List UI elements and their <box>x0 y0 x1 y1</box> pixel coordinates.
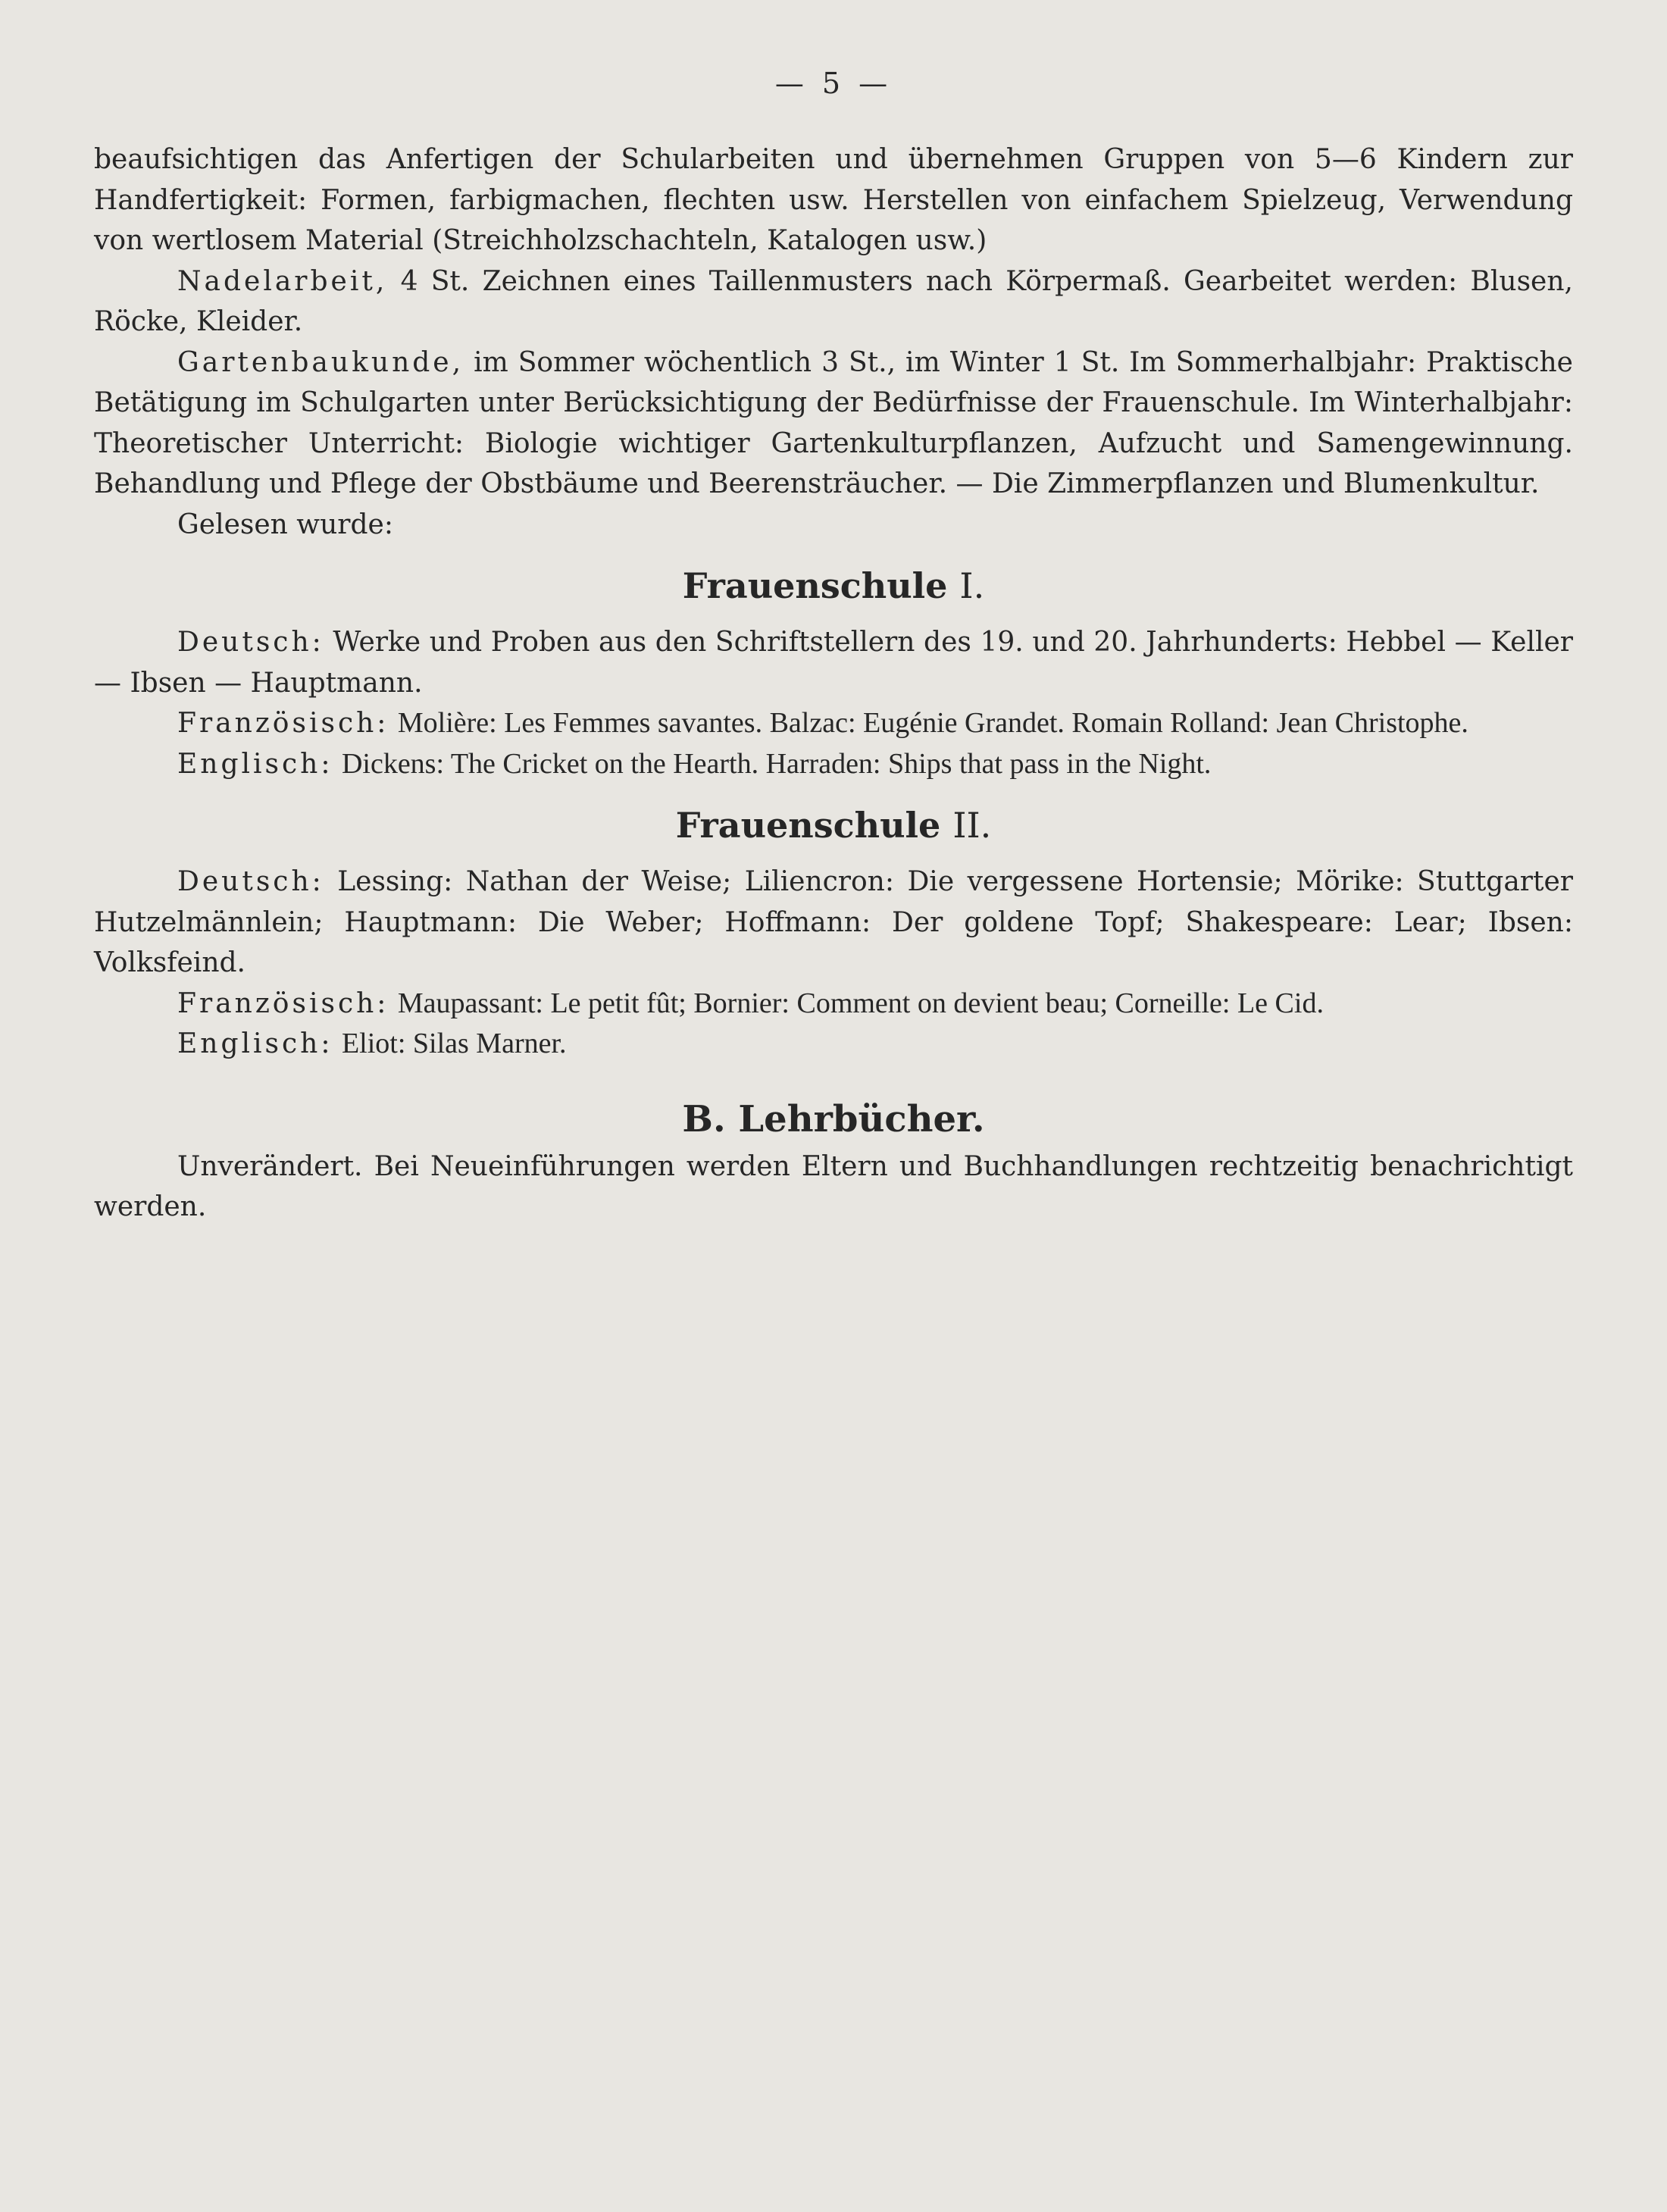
fs1-deutsch-text: Werke und Proben aus den Schriftstellern des 19. und 20. Jahrhunderts: Hebbel — Keller — Ibsen — Hauptmann. <box>94 627 1573 699</box>
page-content <box>94 139 1573 1228</box>
page-number: — 5 — <box>774 67 893 100</box>
frauenschule-1-heading: Frauenschule I. <box>682 565 985 606</box>
fs2-deutsch-text: Lessing: Nathan der Weise; Liliencron: Die vergessene Hortensie; Mörike: Stuttgarter Hutzelmännlein; Hauptmann: Die Weber; Hoffmann: Der goldene Topf; Shakespeare: Lear; Ibsen: Volksfeind. <box>94 866 1573 978</box>
nadelarbeit-paragraph <box>94 261 1573 343</box>
gartenbau-text: im Sommer wöchentlich 3 St., im Winter 1 St. Im Sommerhalbjahr: Praktische Betätigung im Schulgarten unter Berücksichtigung der Bedürfnisse der Frauenschule. Im Winterhalbjahr: Theoretischer Unterricht: Biologie wichtiger Gartenkulturpflanzen, Aufzucht und Samengewinnung. Behandlung und Pflege der Obstbäume und Beerensträucher. — Die Zimmerpflanzen und Blumenkultur. <box>94 346 1573 499</box>
fs2-engl-label: Englisch: <box>177 1028 333 1059</box>
fs2-franz-label: Französisch: <box>177 987 389 1019</box>
fs1-deutsch <box>94 622 1573 703</box>
fs1-engl-text: Dickens: The Cricket on the Hearth. Harraden: Ships that pass in the Night. <box>341 747 1212 780</box>
fs1-franz-label: Französisch: <box>177 708 389 739</box>
fs1-engl-label: Englisch: <box>177 748 333 780</box>
fs2-englisch <box>94 1024 1573 1065</box>
fs1-franzoesisch <box>94 703 1573 744</box>
fs2-franz-text: Maupassant: Le petit fût; Bornier: Comment on devient beau; Corneille: Le Cid. <box>397 987 1324 1019</box>
gelesen-line: Gelesen wurde: <box>177 508 393 540</box>
fs1-deutsch-label: Deutsch: <box>177 627 324 658</box>
gartenbau-label: Gartenbaukunde, <box>177 346 464 378</box>
nadelarbeit-text: 4 St. Zeichnen eines Taillenmusters nach Körpermaß. Gearbeitet werden: Blusen, Röcke, Kleider. <box>94 265 1573 337</box>
fs2-franzoesisch <box>94 984 1573 1025</box>
fs2-deutsch <box>94 862 1573 984</box>
fs1-englisch <box>94 744 1573 785</box>
fs2-engl-text: Eliot: Silas Marner. <box>341 1028 567 1059</box>
lehrbuecher-heading: B. Lehrbücher. <box>682 1097 985 1140</box>
intro-paragraph: beaufsichtigen das Anfertigen der Schularbeiten und übernehmen Gruppen von 5—6 Kindern zur Handfertigkeit: Formen, farbigmachen, flechten usw. Herstellen von einfachem Spielzeug, Verwendung von wertlosem Material (Streichholzschachteln, Katalogen usw.) <box>94 144 1573 256</box>
fs1-franz-text: Molière: Les Femmes savantes. Balzac: Eugénie Grandet. Romain Rolland: Jean Christophe. <box>397 707 1468 739</box>
lehrbuecher-text: Unverändert. Bei Neueinführungen werden Eltern und Buchhandlungen rechtzeitig benachrichtigt werden. <box>94 1150 1573 1222</box>
fs2-deutsch-label: Deutsch: <box>177 866 324 897</box>
frauenschule-2-heading: Frauenschule II. <box>675 805 992 846</box>
gartenbau-paragraph <box>94 343 1573 505</box>
nadelarbeit-label: Nadelarbeit, <box>177 265 388 297</box>
